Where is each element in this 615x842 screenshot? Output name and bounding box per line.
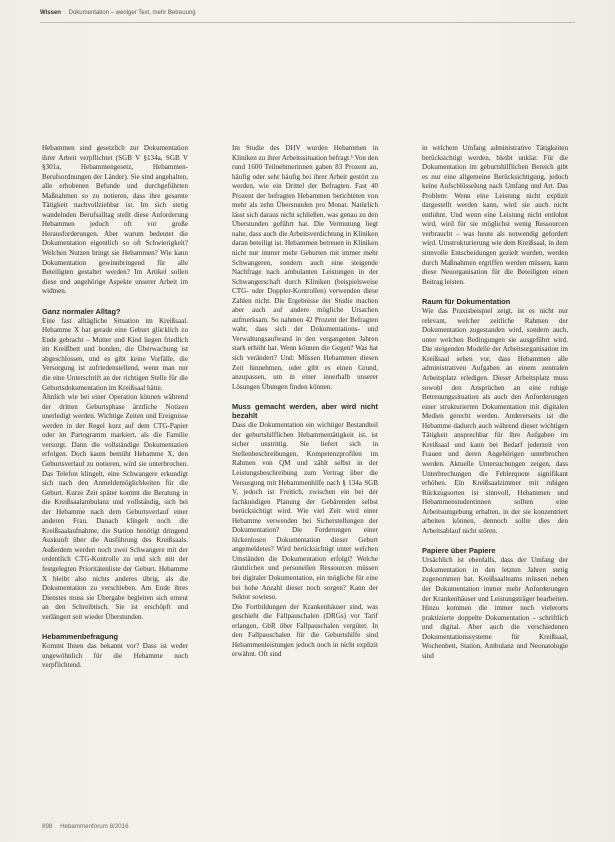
text-column-2 bbox=[232, 144, 378, 660]
subheading: Ganz normaler Alltag? bbox=[42, 306, 121, 316]
running-title: Dokumentation – weniger Text, mehr Betreuung bbox=[68, 10, 196, 16]
subheading: Hebammenbefragung bbox=[42, 632, 118, 642]
paragraph: Kommt Ihnen das bekannt vor? Dass ist weder ungewöhnlich für die Hebamme noch verpflichtend. bbox=[42, 642, 188, 670]
text-column-1 bbox=[42, 144, 188, 671]
publication-name: Hebammenforum 8/2016 bbox=[60, 823, 129, 830]
running-header bbox=[40, 10, 575, 16]
paragraph: Hebammen sind gesetzlich zur Dokumentation ihrer Arbeit verpflichtet (SGB V §134a, SGB V §301a, Hebammengesetz, Hebammen-Berufsordnungen der Länder). Sie sind angehalten, alle erhobenen Befunde und durchgeführten Maßnahmen so zu notieren, dass ihre gesamte Tätigkeit nachvollziehbar ist. Im sich stetig wandelnden Berufsalltag stellt diese Anforderung Hebammen jedoch oft vor große Herausforderungen. Aber warum bedeutet die Dokumentation eigentlich so oft Schwierigkeit? Welchen Nutzen bringt sie Hebammen? Wie kann Dokumentation gewinnbringend für alle Beteiligten gestaltet werden? Im Artikel sollen diese und angehörige Aspekte unserer Arbeit im widmen. bbox=[42, 144, 188, 296]
paragraph: Ursächlich ist ebenfalls, dass der Umfang der Dokumentation in den letzten Jahren stetig zugenommen hat. Kreißsaalteams müssen neben der Dokumentation immer mehr Anforderungen der Krankenhäuser und Leistungsträger bearbeiten. Hinzu kommen die immer noch vielerorts praktizierte doppelte Dokumentation – schriftlich und digital. Aber auch die verschiedenen Dokumentationssysteme für Kreißsaal, Wochenbett, Station, Ambulanz und Neonatologie sind bbox=[422, 556, 568, 660]
page-number: 898 bbox=[42, 823, 53, 830]
text-column-3 bbox=[422, 144, 568, 661]
subheading: Raum für Dokumentation bbox=[422, 297, 511, 307]
subheading: Papiere über Papiere bbox=[422, 546, 496, 556]
subheading: Muss gemacht werden, aber wird nicht bezahlt bbox=[232, 402, 378, 421]
paragraph: Ähnlich wie bei einer Operation können während der dritten Geburtsphase ärztliche Notizen unerledigt werden. Wichtige Zeiten und Ereignisse werden in der Regel kurz auf dem CTG-Papier oder im Partogramm markiert, als die Familie versorgt. Dann die vollständige Dokumentation erfolgen. Doch kaum bemüht Hebamme X, den Geburtsverlauf zu notieren, wird sie unterbrochen. Das Telefon klingelt, eine Schwangere erkundigt sich nach den Anmeldemöglichkeiten für die Geburt. Kurze Zeit später kommt die Beratung in die Kreißsaalambulanz und vollständig, sich bei der Hebamme nach dem Geburtsverlauf einer anderen Frau. Danach klingelt noch die Kreißsaalaufnahme, die Station benötigt dringend Auskunft über die Ausführung des Kreißsaals. Außerdem werden noch zwei Schwangere mit der ordentlich CTG-Kontrolle zu und sich mit der festgelegten Prioritätenliste der Geburt. Hebamme X bleibt also nichts anderes übrig, als die Dokumentation zu verschieben. Am Ende ihres Dienstes muss sie Übergabe begleiten sich erneut an den Schreibtisch. Sie ist erschöpft und verlängert seit wieder Überstunden. bbox=[42, 393, 188, 621]
header-divider bbox=[40, 22, 575, 23]
page-footer bbox=[42, 823, 129, 830]
paragraph: Dass die Dokumentation ein wichtiger Bestandteil der geburtshilflichen Hebammentätigkeit ist, ist sicher unstrittig. Sie liefert sich in Stellenbeschreibungen, Kompetenzprofilen im Rahmen von QM und zählt selbst in der Leistungsbeschreibung zum Vertrag über die Versorgung mit Hebammenhilfe nach § 134a SGB V, jedoch ist Freitich, zwischen ein bei der fachkundigen Planung der Gebärenden selbst berücksichtigt wird. Wie viel Zeit wird einer Hebamme verwenden bei Sicherstellungen der Dokumentation? Die Forderungen einer lückenlosen Dokumentation dieser Geburt angemeldetes? Wird berücksichtigt unter welchen Umständen die Dokumentation erfolgt? Welche räumlichen und personellen Ressourcen müssen bei digitaler Dokumentation, ein mögliche für eine bei hohe Anzahl dieser noch sorgen? Kann der Sektor sowieso. bbox=[232, 421, 378, 602]
paragraph: Wie das Praxisbeispiel zeigt, ist es nicht nur relevant, welcher zeitliche Rahmen der Dokumentation zugestanden wird, sondern auch, unter welchen Bedingungen sie ausgeführt wird. Die steigenden Modelle der Arbeitsorganisation im Kreißsaal sehen vor, dass Hebammen alle administrativen Aufgaben an einem zentralen Arbeitsplatz erledigen. Dieser Arbeitsplatz muss sowohl den Ansprüchen an eine ruhige Betreuungssituation als auch den Anforderungen einer strukturierten Dokumentation mit digitalen Medien gerecht werden. Andererseits ist die Hebamme dadurch auch während dieser wichtigen Tätigkeit ansprechbar für ihre Aufgaben im Kreißsaal und kann bei Bedarf jederzeit von Frauen und deren Angehörigen unterbrochen werden. Aktuelle Untersuchungen zeigen, dass Unterbrechungen die Fehlerquote signifikant erhöhen. Ein Kreißsaalzimmer mit ruhigen Rückzugsorten ist sinnvoll, Hebammen und Hebammenstudentinnen sollten eine Arbeitsumgebung erhalten, in der sie konzentriert arbeiten können, dennoch sollte dies den Arbeitsablauf nicht stören. bbox=[422, 307, 568, 535]
section-label: Wissen bbox=[40, 10, 61, 16]
paragraph: in welchem Umfang administrative Tätigkeiten berücksichtigt werden, bleibt unklar. Für die Dokumentation im geburtshilflichen Bereich gibt es nur eine allgemeine Berücksichtigung, jedoch keine Aufschlüsselung nach Umfang und Art. Das Problem: Wenn eine Leistung nicht explizit dargestellt werden kann, wird sie auch nicht entlohnt. Und wenn eine Leistung nicht entlohnt wird, wird für sie möglichst wenig Ressourcen verbraucht – was heute als notwendig gefordert wird. Umstrukturierung wie dem Kreißsaal, in dem sinnvolle Entscheidungen gezielt wurden, werden durch Maßnahmen ergriffen werden müssen, kann diese Neuorganisation für die Beteiligten einen Beitrag leisten. bbox=[422, 144, 568, 286]
paragraph: Eine fast alltägliche Situation im Kreißsaal. Hebamme X hat gerade eine Geburt glücklich zu Ende gebracht – Mutter und Kind liegen friedlich im Kreißbett und bonden, die Überwachung ist abgeschlossen, und es gibt keine Vorfälle, die Versorgung ist zufriedenstellend, wenn man nur die eine Unterschrift an der richtigen Stelle für die Geburtsdokumentation im Kreißsaal hätte. bbox=[42, 316, 188, 392]
paragraph: Die Fortbildungen der Krankenhäuser sind, was geschieht die Fallpauschalen (DRGs) vor Tarif erlangen, GbR über Fallpauschalen vergütet. In den Fallpauschalen für die Geburtshilfe sind Hebammenleistungen jedoch noch in nicht explizit erwähnt. Oft sind bbox=[232, 602, 378, 659]
paragraph: Im Studie des DHV wurden Hebammen in Kliniken zu ihrer Arbeitssituation befragt.¹ Von den rund 1600 Teilnehmerinnen gaben 83 Prozent an, häufig oder sehr häufig bei ihrer Arbeit gestört zu werden, wie ein Drittel der Befragten. Fast 40 Prozent der befragten Hebammen berichteten von mehr als zehn Überstunden pro Monat. Natürlich lässt sich daraus nicht schließen, was genau zu den Überstunden geführt hat. Die Vermutung liegt nahe, dass auch die Arbeitsverdichtung in Kliniken daran beteiligt ist. Hebammen betreuen in Kliniken nicht nur immer mehr Geburten mit immer mehr Schwangeren, sondern auch eine steigende Nachfrage nach ambulanten Leistungen in der Schwangerschaft durch Kliniken (beispielsweise CTG- oder Doppler-Kontrollen) verwenden diese Zahlen nicht. Die Ergebnisse der Studie machen aber auch auf andere mögliche Ursachen aufmerksam. So nahmen 42 Prozent der Befragten wahr, dass sich der Dokumentations- und Verwaltungsaufwand in den vergangenen Jahren stark erhöht hat. Wenn können die Gegen? Was hat sich verändert? Und: Müssen Hebammen diesen Zeit hinnehmen, oder gibt es einen Grund, anzupassen, um in einer innerhalb unserer Lösungen Übungen finden können. bbox=[232, 144, 378, 391]
